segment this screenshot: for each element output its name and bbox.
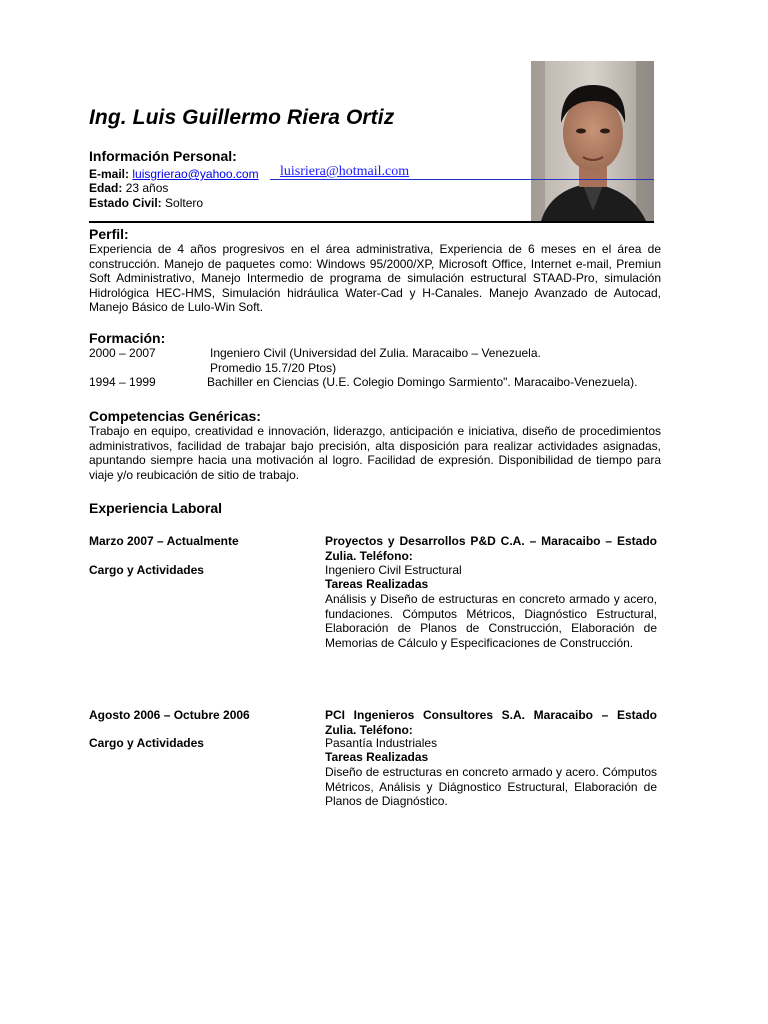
formacion-degree-2: Bachiller en Ciencias (U.E. Colegio Domingo Sarmiento". Maracaibo-Venezuela). [207,375,638,389]
job1-period: Marzo 2007 – Actualmente [89,534,239,548]
competencias-title: Competencias Genéricas: [89,408,261,424]
job1-tasks-label: Tareas Realizadas [325,577,429,591]
email-label: E-mail: [89,167,130,181]
formacion-years-1: 2000 – 2007 [89,346,156,360]
job2-period: Agosto 2006 – Octubre 2006 [89,708,250,722]
candidate-name: Ing. Luis Guillermo Riera Ortiz [89,106,395,129]
age-label: Edad: [89,181,123,195]
age-value: 23 años [125,181,169,195]
email-link-yahoo[interactable]: luisgrierao@yahoo.com [132,167,259,181]
civil-label: Estado Civil: [89,196,162,210]
job2-tasks-label: Tareas Realizadas [325,750,429,764]
email-link-hotmail[interactable]: luisriera@hotmail.com [280,164,410,179]
section-divider [89,221,654,223]
competencias-text: Trabajo en equipo, creatividad e innovación, liderazgo, anticipación e iniciativa, diseño de procedimientos administrativos, facilidad de trabajar bajo precisión, alta disposición para realizar actividades asignadas, apuntando siempre hacia una motivación al logro. Facilidad de expresión. Disponibilidad de tiempo para viaje y/o reubicación de sitio de trabajo. [89,424,661,482]
formacion-title: Formación: [89,330,166,346]
personal-info-title: Información Personal: [89,148,237,164]
perfil-title: Perfil: [89,226,129,242]
experiencia-title: Experiencia Laboral [89,500,223,516]
age-row [89,181,168,196]
formacion-degree-1-average: Promedio 15.7/20 Ptos) [210,361,337,375]
job1-company: Proyectos y Desarrollos P&D C.A. – Maracaibo – Estado Zulia. Teléfono: [325,534,657,563]
perfil-text: Experiencia de 4 años progresivos en el área administrativa, Experiencia de 6 meses en el área de construcción. Manejo de paquetes como: Windows 95/2000/XP, Microsoft Office, Internet e-mail, Premiun Soft Administrativo, Manejo Intermedio de programa de simulación estructural STAAD-Pro, simulación Hidrológica HEC-HMS, Simulación hidráulica Water-Cad y H-Canales. Manejo Avanzado de Autocad, Manejo Básico de Lulo-Win Soft. [89,242,661,315]
job2-company: PCI Ingenieros Consultores S.A. Maracaibo – Estado Zulia. Teléfono: [325,708,657,737]
email-row [89,167,259,182]
job2-tasks: Diseño de estructuras en concreto armado y acero. Cómputos Métricos, Análisis y Diágnostico Estructural, Elaboración de Planos de Diagnóstico. [325,765,657,809]
job1-role: Ingeniero Civil Estructural [325,563,462,577]
civil-value: Soltero [165,196,204,210]
job1-tasks: Análisis y Diseño de estructuras en concreto armado y acero, fundaciones. Cómputos Métricos, Diagnóstico Estructural, Elaboración de Planos de Construcción, Elaboración de Memorias de Cálculo y Especificaciones de Construcción. [325,592,657,650]
job2-cargo-label: Cargo y Actividades [89,736,204,750]
email-underline-rule [270,179,654,180]
formacion-degree-1: Ingeniero Civil (Universidad del Zulia. Maracaibo – Venezuela. [210,346,541,360]
civil-row [89,196,203,211]
job2-role: Pasantía Industriales [325,736,438,750]
profile-photo [531,61,654,221]
job1-cargo-label: Cargo y Actividades [89,563,204,577]
formacion-years-2: 1994 – 1999 [89,375,156,389]
